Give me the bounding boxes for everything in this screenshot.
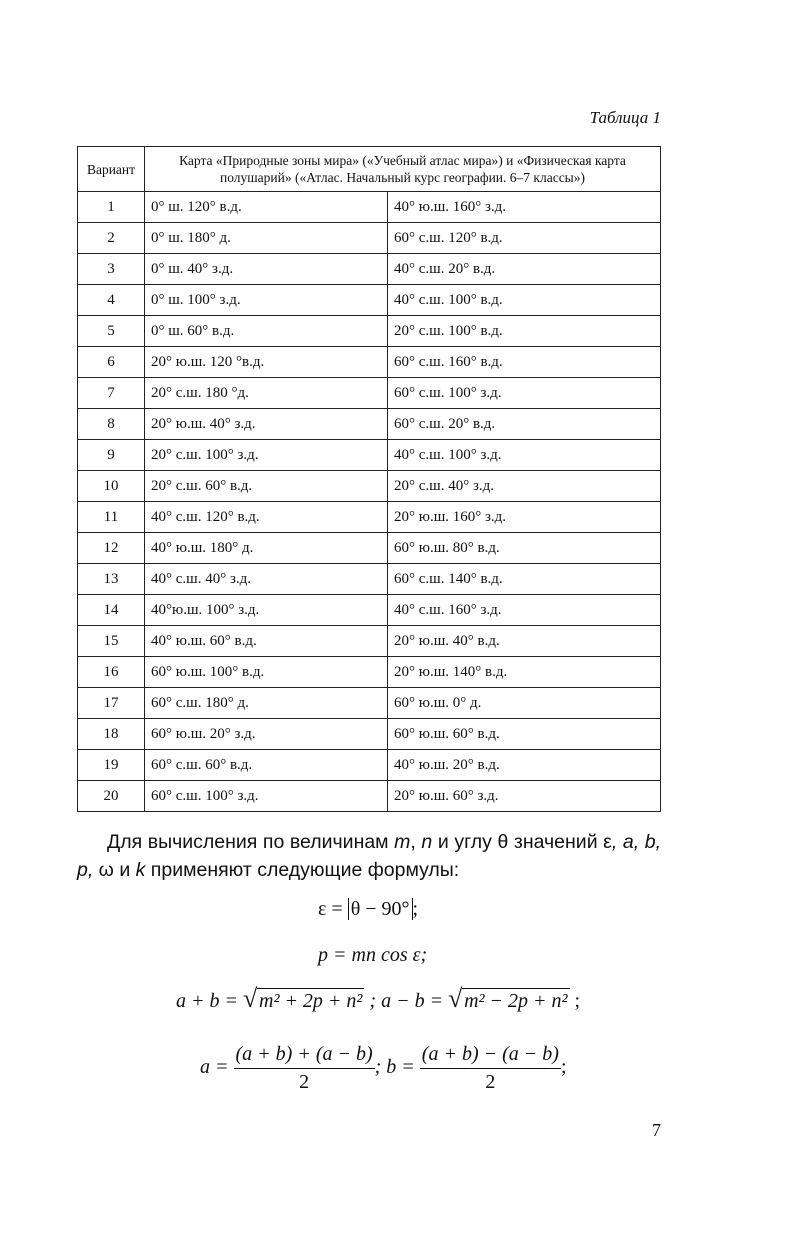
sqrt-body: m² − 2p + n² bbox=[464, 990, 568, 1012]
table-caption: Таблица 1 bbox=[589, 108, 661, 127]
table-row bbox=[78, 533, 661, 564]
cell-coord-1: 40° с.ш. 40° з.д. bbox=[145, 564, 388, 595]
formula-ab bbox=[200, 1043, 567, 1094]
cell-variant: 7 bbox=[78, 378, 145, 409]
cell-coord-1: 60° ю.ш. 20° з.д. bbox=[145, 719, 388, 750]
cell-coord-1: 60° с.ш. 180° д. bbox=[145, 688, 388, 719]
cell-variant: 6 bbox=[78, 347, 145, 378]
table-row bbox=[78, 378, 661, 409]
formula-p bbox=[318, 944, 427, 967]
table-row bbox=[78, 316, 661, 347]
cell-variant: 5 bbox=[78, 316, 145, 347]
cell-coord-2: 40° с.ш. 20° в.д. bbox=[388, 254, 661, 285]
cell-coord-2: 20° ю.ш. 140° в.д. bbox=[388, 657, 661, 688]
table-row bbox=[78, 564, 661, 595]
formula-part: a = bbox=[200, 1056, 234, 1079]
cell-coord-1: 20° с.ш. 100° з.д. bbox=[145, 440, 388, 471]
cell-coord-2: 60° с.ш. 120° в.д. bbox=[388, 223, 661, 254]
cell-coord-2: 20° с.ш. 40° з.д. bbox=[388, 471, 661, 502]
para-var-m: m bbox=[394, 831, 411, 853]
cell-coord-2: 20° с.ш. 100° в.д. bbox=[388, 316, 661, 347]
formula-sqrt bbox=[176, 984, 581, 1013]
table-row bbox=[78, 502, 661, 533]
table-row bbox=[78, 750, 661, 781]
cell-coord-2: 20° ю.ш. 160° з.д. bbox=[388, 502, 661, 533]
cell-coord-2: 40° с.ш. 100° в.д. bbox=[388, 285, 661, 316]
sqrt-body: m² + 2p + n² bbox=[259, 990, 363, 1012]
table-row bbox=[78, 471, 661, 502]
cell-coord-1: 20° с.ш. 60° в.д. bbox=[145, 471, 388, 502]
cell-coord-2: 60° ю.ш. 60° в.д. bbox=[388, 719, 661, 750]
table-row bbox=[78, 347, 661, 378]
cell-coord-1: 0° ш. 60° в.д. bbox=[145, 316, 388, 347]
fraction-b bbox=[420, 1043, 561, 1094]
cell-variant: 16 bbox=[78, 657, 145, 688]
cell-variant: 11 bbox=[78, 502, 145, 533]
formula-abs: θ − 90° bbox=[348, 898, 413, 920]
cell-coord-2: 60° с.ш. 140° в.д. bbox=[388, 564, 661, 595]
page-number: 7 bbox=[652, 1120, 661, 1140]
cell-variant: 20 bbox=[78, 781, 145, 812]
para-var-n: n bbox=[421, 831, 433, 853]
fraction-denominator: 2 bbox=[299, 1071, 310, 1093]
cell-coord-2: 60° с.ш. 20° в.д. bbox=[388, 409, 661, 440]
coordinates-table bbox=[77, 146, 661, 812]
para-sep: , bbox=[410, 831, 422, 853]
cell-variant: 8 bbox=[78, 409, 145, 440]
para-text: и углу θ значений ε bbox=[432, 831, 612, 853]
table-row bbox=[78, 285, 661, 316]
cell-coord-2: 40° ю.ш. 20° в.д. bbox=[388, 750, 661, 781]
table-row bbox=[78, 595, 661, 626]
cell-coord-1: 40°ю.ш. 100° з.д. bbox=[145, 595, 388, 626]
cell-coord-1: 20° ю.ш. 40° з.д. bbox=[145, 409, 388, 440]
fraction-numerator: (a + b) − (a − b) bbox=[420, 1043, 561, 1069]
cell-coord-2: 60° ю.ш. 0° д. bbox=[388, 688, 661, 719]
formula-part: ; b = bbox=[374, 1056, 420, 1079]
formula-part: p = mn cos ε; bbox=[318, 944, 428, 966]
para-var-bp: b, p, bbox=[77, 831, 661, 881]
fraction-denominator: 2 bbox=[485, 1071, 496, 1093]
header-variant: Вариант bbox=[78, 147, 145, 192]
cell-coord-1: 40° с.ш. 120° в.д. bbox=[145, 502, 388, 533]
cell-coord-1: 60° ю.ш. 100° в.д. bbox=[145, 657, 388, 688]
cell-coord-1: 0° ш. 40° з.д. bbox=[145, 254, 388, 285]
cell-coord-1: 40° ю.ш. 60° в.д. bbox=[145, 626, 388, 657]
cell-variant: 4 bbox=[78, 285, 145, 316]
cell-variant: 13 bbox=[78, 564, 145, 595]
para-var-a: , a, bbox=[611, 831, 640, 853]
cell-variant: 1 bbox=[78, 192, 145, 223]
cell-coord-1: 0° ш. 180° д. bbox=[145, 223, 388, 254]
formula-epsilon bbox=[318, 898, 418, 921]
fraction-numerator: (a + b) + (a − b) bbox=[234, 1043, 375, 1069]
cell-variant: 12 bbox=[78, 533, 145, 564]
cell-coord-1: 0° ш. 120° в.д. bbox=[145, 192, 388, 223]
table-row bbox=[78, 657, 661, 688]
formula-part: ; bbox=[560, 1056, 567, 1079]
cell-variant: 19 bbox=[78, 750, 145, 781]
table-body bbox=[78, 192, 661, 812]
cell-variant: 9 bbox=[78, 440, 145, 471]
cell-coord-1: 40° ю.ш. 180° д. bbox=[145, 533, 388, 564]
table-row bbox=[78, 409, 661, 440]
cell-variant: 10 bbox=[78, 471, 145, 502]
cell-coord-2: 40° с.ш. 160° з.д. bbox=[388, 595, 661, 626]
table-row bbox=[78, 719, 661, 750]
cell-variant: 2 bbox=[78, 223, 145, 254]
table-row bbox=[78, 223, 661, 254]
cell-coord-2: 60° с.ш. 160° в.д. bbox=[388, 347, 661, 378]
table-row bbox=[78, 254, 661, 285]
table-row bbox=[78, 626, 661, 657]
header-map: Карта «Природные зоны мира» («Учебный атлас мира») и «Физическая карта полушарий» («Атлас. Начальный курс географии. 6–7 классы») bbox=[145, 147, 661, 192]
sqrt-2: √ m² − 2p + n² bbox=[448, 984, 568, 1013]
para-text: Для вычисления по величинам bbox=[107, 831, 395, 853]
table-row bbox=[78, 440, 661, 471]
sqrt-1: √ m² + 2p + n² bbox=[243, 984, 363, 1013]
cell-coord-1: 20° ю.ш. 120 °в.д. bbox=[145, 347, 388, 378]
formula-part: a + b = bbox=[176, 990, 243, 1012]
formula-part: ε = bbox=[318, 898, 348, 920]
cell-coord-2: 20° ю.ш. 40° в.д. bbox=[388, 626, 661, 657]
cell-coord-2: 60° с.ш. 100° з.д. bbox=[388, 378, 661, 409]
cell-coord-2: 40° ю.ш. 160° з.д. bbox=[388, 192, 661, 223]
fraction-a bbox=[234, 1043, 375, 1094]
table-row bbox=[78, 781, 661, 812]
cell-variant: 15 bbox=[78, 626, 145, 657]
formula-intro-paragraph bbox=[77, 828, 661, 884]
cell-variant: 17 bbox=[78, 688, 145, 719]
cell-variant: 3 bbox=[78, 254, 145, 285]
cell-variant: 14 bbox=[78, 595, 145, 626]
table-row bbox=[78, 192, 661, 223]
para-var-k: k bbox=[135, 859, 146, 881]
cell-coord-1: 0° ш. 100° з.д. bbox=[145, 285, 388, 316]
formula-part: ; bbox=[412, 898, 419, 920]
cell-coord-2: 60° ю.ш. 80° в.д. bbox=[388, 533, 661, 564]
cell-variant: 18 bbox=[78, 719, 145, 750]
cell-coord-2: 20° ю.ш. 60° з.д. bbox=[388, 781, 661, 812]
formula-part: ; bbox=[569, 990, 581, 1012]
para-text: ω и bbox=[93, 859, 136, 881]
table-row bbox=[78, 688, 661, 719]
cell-coord-1: 60° с.ш. 60° в.д. bbox=[145, 750, 388, 781]
cell-coord-1: 20° с.ш. 180 °д. bbox=[145, 378, 388, 409]
para-text: применяют следующие формулы: bbox=[145, 859, 460, 881]
cell-coord-2: 40° с.ш. 100° з.д. bbox=[388, 440, 661, 471]
formula-part: ; a − b = bbox=[364, 990, 449, 1012]
table-header-row bbox=[78, 147, 661, 192]
cell-coord-1: 60° с.ш. 100° з.д. bbox=[145, 781, 388, 812]
